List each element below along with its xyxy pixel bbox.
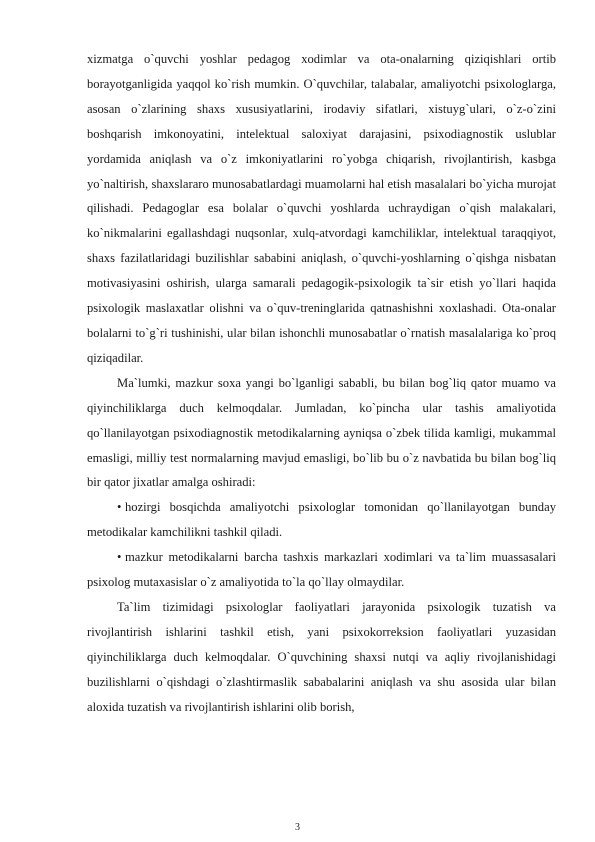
bullet-item — [87, 545, 556, 595]
paragraph-problems: Ma`lumki, mazkur soxa yangi bo`lganligi sababli, bu bilan bog`liq qator muamo va qiyinchiliklarga duch kelmoqdalar. Jumladan, ko`pincha ular tashis amaliyotida qo`llanilayotgan psixodiagnostik metodikalarning ayniqsa o`zbek tilida kamligi, mukammal emasligi, milliy test normalarning mavjud emasligi, bo`lib bu o`z navbatida bu bilan bog`liq bir qator jixatlar amalga oshiradi: — [87, 375, 556, 490]
document-body — [87, 47, 556, 719]
bullet-icon: • — [117, 550, 122, 565]
paragraph-correction: Ta`lim tizimidagi psixologlar faoliyatlari jarayonida psixologik tuzatish va rivojlantirish ishlarini tashkil etish, yani psixokorreksion faoliyatlari yuzasidan qiyinchiliklarga duch kelmoqdalar. O`quvchining shaxsi nutqi va aqliy rivojlanishidagi buzilishlarni o`qishdagi o`zlashtirmaslik sababalarini aniqlash va shu asosida ular bilan aloxida tuzatish va rivojlantirish ishlarini olib borish, — [87, 599, 556, 714]
bullet-icon: • — [117, 500, 122, 515]
bullet-item — [87, 495, 556, 545]
bullet-text: hozirgi bosqichda amaliyotchi psixologlar tomonidan qo`llanilayotgan bunday metodikalar kamchilikni tashkil qiladi. — [87, 500, 556, 540]
page-number: 3 — [295, 822, 300, 833]
bullet-text: mazkur metodikalarni barcha tashxis markazlari xodimlari va ta`lim muassasalari psixolog mutaxasislar o`z amaliyotida to`la qo`llay olmaydilar. — [87, 550, 556, 590]
paragraph-continuation: xizmatga o`quvchi yoshlar pedagog xodimlar va ota-onalarning qiziqishlari ortib borayotganligida yaqqol ko`rish mumkin. O`quvchilar, talabalar, amaliyotchi psixologlarga, asosan o`zlarining shaxs xususiyatlarini, irodaviy sifatlari, xistuyg`ulari, o`z-o`zini boshqarish imkonoyatini, intelektual saloxiyat darajasini, psixodiagnostik uslublar yordamida aniqlash va o`z imkoniyatlarini ro`yobga chiqarish, rivojlantirish, kasbga yo`naltirish, shaxslararo munosabatlardagi muamolarni hal etish masalalari bo`yicha murojat qilishadi. Pedagoglar esa bolalar o`quvchi yoshlarda uchraydigan o`qish malakalari, ko`nikmalarini egallashdagi nuqsonlar, xulq-atvordagi kamchiliklar, intelektual taraqqiyot, shaxs fazilatlaridagi buzilishlar sababini aniqlash, o`quvchi-yoshlarning o`qishga nisbatan motivasiyasini oshirish, ularga samarali pedagogik-psixologik ta`sir etish yo`llari haqida psixologik maslaxatlar olishni va o`quv-treninglarida qatnashishni xoxlashadi. Ota-onalar bolalarni to`g`ri tushinishi, ular bilan ishonchli munosabatlar o`rnatish masalalariga ko`proq qiziqadilar. — [87, 52, 556, 365]
